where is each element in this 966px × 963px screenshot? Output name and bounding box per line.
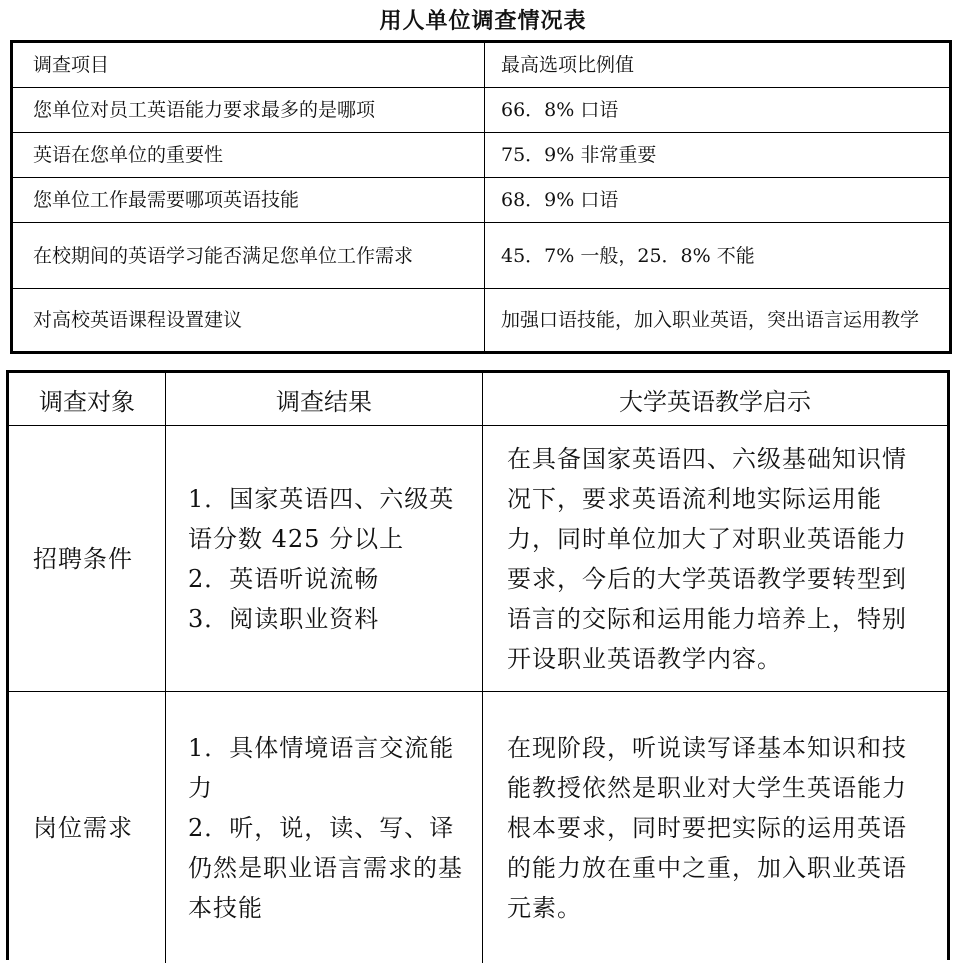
header-implication: 大学英语教学启示	[619, 387, 811, 416]
table-row	[13, 178, 949, 223]
row-results	[166, 692, 483, 963]
result-item: 1．具体情境语言交流能力	[188, 733, 455, 802]
table-row	[13, 133, 949, 178]
table-row	[13, 223, 949, 289]
header-result: 调查结果	[166, 373, 483, 425]
row-implication: 在具备国家英语四、六级基础知识情况下，要求英语流利地实际运用能力，同时单位加大了对职业英语能力要求，今后的大学英语教学要转型到语言的交际和运用能力培养上，特别开设职业英语教学内容。	[507, 444, 907, 673]
row-item: 您单位对员工英语能力要求最多的是哪项	[13, 88, 485, 132]
header-item: 调查项目	[13, 43, 485, 87]
table-row	[9, 692, 947, 963]
row-value: 66．8% 口语	[501, 99, 619, 121]
row-item: 在校期间的英语学习能否满足您单位工作需求	[13, 223, 485, 288]
survey-table	[10, 40, 952, 354]
result-item: 1．国家英语四、六级英语分数 425 分以上	[188, 484, 455, 553]
row-results	[166, 426, 483, 691]
result-item: 2．英语听说流畅	[188, 564, 380, 593]
row-value: 68．9% 口语	[501, 189, 619, 211]
header-value: 最高选项比例值	[501, 54, 635, 76]
table-row	[13, 88, 949, 133]
table-row	[9, 426, 947, 692]
row-value: 加强口语技能，加入职业英语，突出语言运用教学	[501, 309, 920, 331]
table-row	[13, 289, 949, 351]
table-header-row	[13, 43, 949, 88]
table-header-row	[9, 373, 947, 426]
result-item: 2．听，说，读、写、译仍然是职业语言需求的基本技能	[188, 813, 463, 922]
row-item: 您单位工作最需要哪项英语技能	[13, 178, 485, 222]
teaching-implication-table	[6, 370, 950, 960]
header-subject: 调查对象	[9, 373, 166, 425]
page-title: 用人单位调查情况表	[379, 9, 587, 34]
row-value: 45．7% 一般，25．8% 不能	[501, 244, 755, 267]
result-item: 3．阅读职业资料	[188, 604, 380, 633]
row-item: 对高校英语课程设置建议	[13, 289, 485, 351]
row-implication: 在现阶段，听说读写译基本知识和技能教授依然是职业对大学生英语能力根本要求，同时要把实际的运用英语的能力放在重中之重，加入职业英语元素。	[507, 733, 907, 922]
row-subject: 招聘条件	[9, 426, 166, 691]
row-value: 75．9% 非常重要	[501, 144, 657, 166]
row-item: 英语在您单位的重要性	[13, 133, 485, 177]
row-subject: 岗位需求	[9, 692, 166, 963]
